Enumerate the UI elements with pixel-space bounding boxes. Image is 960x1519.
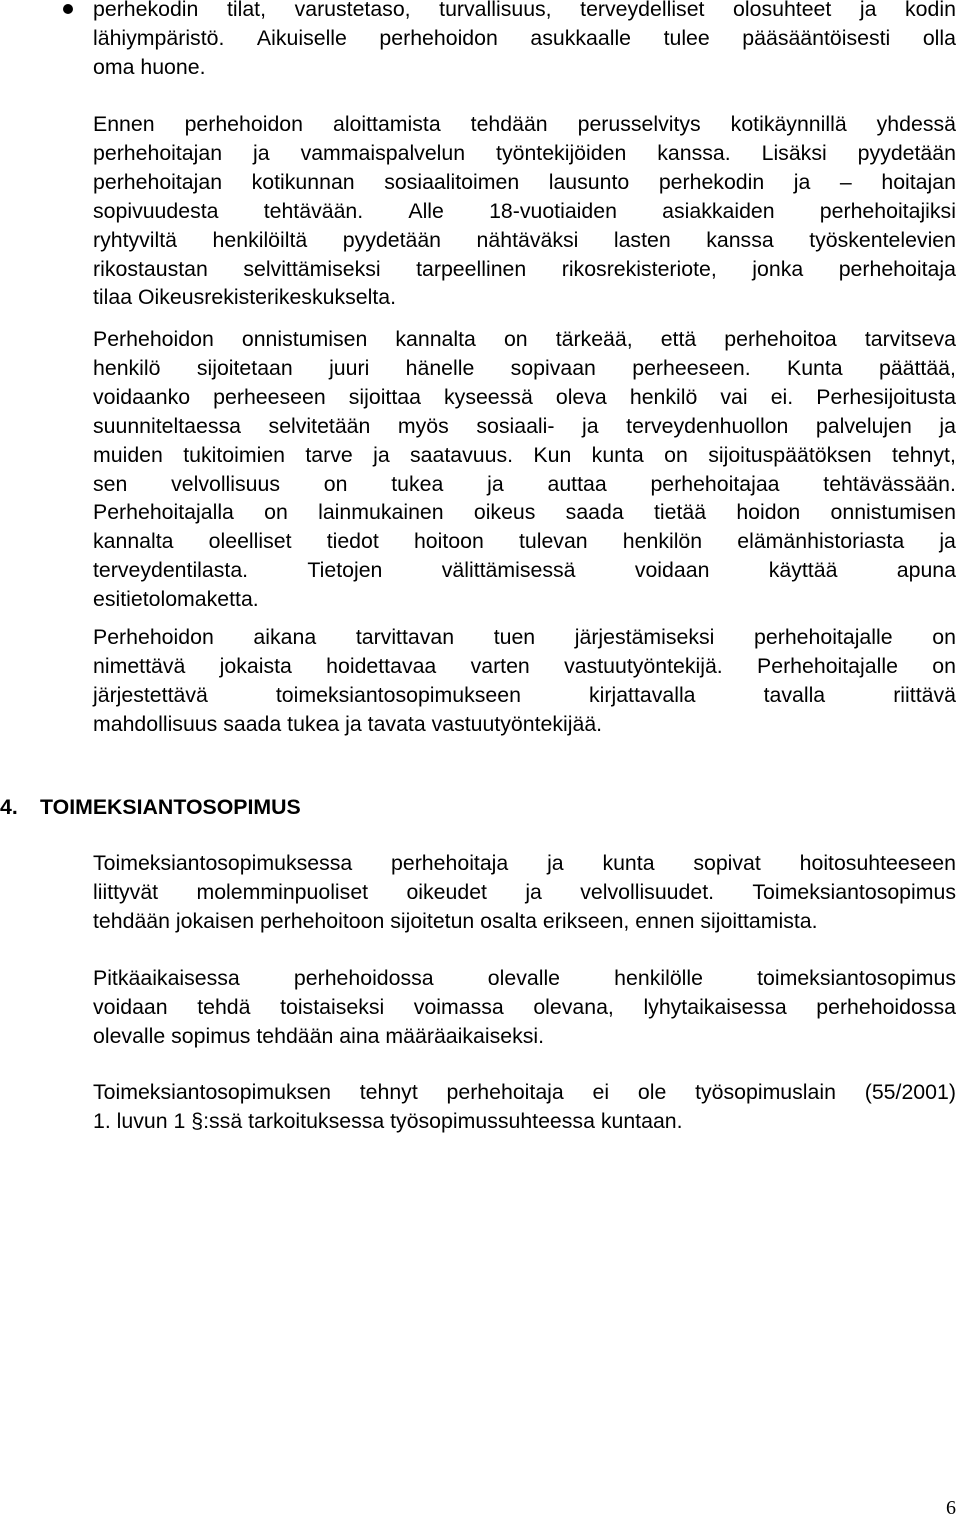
word: rikosrekisteriote, xyxy=(561,256,717,281)
word: vastuutyöntekijä. xyxy=(564,653,723,678)
word: molemminpuoliset xyxy=(196,879,369,904)
word: onnistumisen xyxy=(830,500,956,525)
word: Perhehoitajalle xyxy=(757,653,898,678)
word: tehdään xyxy=(470,112,548,136)
word: toimeksiantosopimukseen xyxy=(275,682,521,707)
word: jokaista xyxy=(219,653,292,678)
word: perhehoitaja xyxy=(446,1080,564,1104)
word: tehtävässään. xyxy=(823,471,956,496)
page-number: 6 xyxy=(946,1497,956,1519)
word: perhehoitajiksi xyxy=(819,198,956,223)
word: perhehoitajaa xyxy=(650,471,780,496)
word: sijoittaa xyxy=(348,384,421,409)
word: perhehoidossa xyxy=(293,966,434,990)
word: elämänhistoriasta xyxy=(737,529,905,554)
word: ryhtyviltä xyxy=(93,227,178,252)
word: vai xyxy=(720,384,748,409)
word: työntekijöiden xyxy=(496,140,627,165)
word: muiden xyxy=(93,442,163,467)
word: varten xyxy=(470,653,530,678)
word: palvelujen xyxy=(815,413,912,438)
word: Lisäksi xyxy=(761,140,827,165)
word: lyhytaikaisessa xyxy=(643,994,787,1019)
word: Aikuiselle xyxy=(256,25,347,50)
text-line xyxy=(93,325,956,354)
text-line xyxy=(93,24,956,53)
word: nähtäväksi xyxy=(476,227,579,252)
text-line xyxy=(93,681,956,710)
word: perhehoitoa xyxy=(724,327,837,351)
word: lainmukainen xyxy=(318,500,444,525)
word: perhehoidossa xyxy=(816,994,956,1019)
word: terveydentilasta. xyxy=(93,558,249,583)
word: tehnyt xyxy=(359,1080,418,1104)
paragraph-pitkaaikainen xyxy=(93,964,956,1051)
word: järjestämiseksi xyxy=(574,625,715,649)
word: ei. xyxy=(770,384,794,409)
word: kannalta xyxy=(395,327,476,351)
paragraph-onnistuminen xyxy=(93,325,956,614)
word: rikostaustan xyxy=(93,256,208,281)
word: sopivuudesta xyxy=(93,198,219,223)
word: perhehoidon xyxy=(184,112,303,136)
section-heading xyxy=(0,793,301,821)
word: on xyxy=(323,471,348,496)
word: perhehoitajan xyxy=(93,169,223,194)
word: sosiaalitoimen xyxy=(384,169,520,194)
word: olevalle xyxy=(487,966,561,990)
word: kannalta xyxy=(93,529,174,554)
paragraph-tuki xyxy=(93,623,956,739)
word: jonka xyxy=(752,256,804,281)
text-line xyxy=(93,0,956,24)
text-line xyxy=(93,226,956,255)
word: toistaiseksi xyxy=(280,994,385,1019)
word: aloittamista xyxy=(332,112,441,136)
word: kanssa. xyxy=(657,140,731,165)
word: Perhehoidon xyxy=(93,625,214,649)
word: voimassa xyxy=(413,994,504,1019)
section-number: 4. xyxy=(0,795,18,819)
word: on xyxy=(503,327,528,351)
word: järjestettävä xyxy=(93,682,208,707)
word: on xyxy=(932,625,956,649)
text-line xyxy=(93,993,956,1022)
text-line: esitietolomaketta. xyxy=(93,587,259,612)
word: Perhehoitajalla xyxy=(93,500,234,525)
word: lasten xyxy=(613,227,671,252)
word: onnistumisen xyxy=(241,327,368,351)
word: varustetaso, xyxy=(294,0,411,21)
word: hänelle xyxy=(405,355,475,380)
bullet-text xyxy=(93,0,956,82)
word: – xyxy=(839,169,852,194)
word: oleva xyxy=(555,384,607,409)
word: ja xyxy=(253,140,270,165)
word: henkilöiltä xyxy=(212,227,308,252)
word: ja xyxy=(373,442,390,467)
word: sopivat xyxy=(693,851,761,875)
word: ei xyxy=(592,1080,610,1104)
word: perusselvitys xyxy=(577,112,701,136)
word: tehdä xyxy=(197,994,251,1019)
word: työsopimuslain xyxy=(695,1080,836,1104)
word: henkilö xyxy=(93,355,161,380)
word: kirjattavalla xyxy=(589,682,696,707)
word: perhekodin xyxy=(93,0,199,21)
word: saada xyxy=(565,500,624,525)
word: perhehoitajan xyxy=(93,140,223,165)
word: henkilö xyxy=(629,384,698,409)
word: Toimeksiantosopimuksen xyxy=(93,1080,331,1104)
word: tulevan xyxy=(518,529,588,554)
word: Toimeksiantosopimus xyxy=(752,879,956,904)
word: Toimeksiantosopimuksessa xyxy=(93,851,353,875)
word: sosiaali- xyxy=(476,413,555,438)
word: että xyxy=(660,327,697,351)
paragraph-toimeksianto xyxy=(93,849,956,936)
text-line xyxy=(93,527,956,556)
word: oleelliset xyxy=(208,529,292,554)
word: ja xyxy=(793,169,811,194)
word: tilat, xyxy=(226,0,267,21)
text-line: tehdään jokaisen perhehoitoon sijoitetun osalta erikseen, ennen sijoittamista. xyxy=(93,908,818,933)
word: (55/2001) xyxy=(864,1080,956,1104)
word: perhehoitaja xyxy=(838,256,956,281)
word: lähiympäristö. xyxy=(93,25,225,50)
text-line xyxy=(93,197,956,226)
word: ja xyxy=(525,879,542,904)
word: tehnyt, xyxy=(891,442,956,467)
word: oikeudet xyxy=(406,879,487,904)
word: perhehoidon xyxy=(379,25,498,50)
word: kunta xyxy=(591,442,644,467)
word: hoitoon xyxy=(413,529,484,554)
word: tarve xyxy=(305,442,353,467)
word: nimettävä xyxy=(93,653,186,678)
word: sopivaan xyxy=(510,355,596,380)
text-line xyxy=(93,878,956,907)
word: kyseessä xyxy=(444,384,533,409)
text-line xyxy=(93,354,956,383)
word: apuna xyxy=(896,558,956,583)
word: saatavuus. xyxy=(410,442,514,467)
word: kunta xyxy=(602,851,655,875)
word: on xyxy=(932,653,956,678)
word: Pitkäaikaisessa xyxy=(93,966,240,990)
bullet-icon xyxy=(63,4,73,14)
word: olla xyxy=(922,25,956,50)
word: juuri xyxy=(329,355,370,380)
word: perhekodin xyxy=(658,169,765,194)
word: 18-vuotiaiden xyxy=(489,198,617,223)
text-line xyxy=(93,255,956,284)
word: perheeseen xyxy=(213,384,326,409)
word: perheeseen. xyxy=(632,355,751,380)
word: yhdessä xyxy=(876,112,956,136)
word: vammaispalvelun xyxy=(300,140,466,165)
word: ja xyxy=(939,413,956,438)
word: riittävä xyxy=(893,682,956,707)
text-line xyxy=(93,110,956,139)
text-line: mahdollisuus saada tukea ja tavata vastuutyöntekijää. xyxy=(93,711,603,736)
word: aikana xyxy=(253,625,317,649)
text-line xyxy=(93,383,956,412)
word: selvitetään xyxy=(268,413,371,438)
word: on xyxy=(264,500,288,525)
word: hoitosuhteeseen xyxy=(799,851,956,875)
paragraph-perusselvitys xyxy=(93,110,956,312)
word: sijoituspäätöksen xyxy=(708,442,872,467)
text-line xyxy=(93,470,956,499)
word: tukea xyxy=(391,471,444,496)
text-line xyxy=(93,556,956,585)
text-line xyxy=(93,964,956,993)
text-line xyxy=(93,441,956,470)
word: käyttää xyxy=(768,558,838,583)
word: liittyvät xyxy=(93,879,159,904)
word: olevana, xyxy=(533,994,614,1019)
word: perhehoitajalle xyxy=(754,625,893,649)
word: velvollisuudet. xyxy=(580,879,715,904)
word: tarvitseva xyxy=(864,327,956,351)
word: Ennen xyxy=(93,112,155,136)
section-title: TOIMEKSIANTOSOPIMUS xyxy=(40,795,301,819)
word: pyydetään xyxy=(342,227,442,252)
text-line xyxy=(93,849,956,878)
word: päättää, xyxy=(878,355,956,380)
word: välittämisessä xyxy=(441,558,576,583)
word: Tietojen xyxy=(307,558,383,583)
text-line: 1. luvun 1 §:ssä tarkoituksessa työsopimussuhteessa kuntaan. xyxy=(93,1108,683,1133)
word: tiedot xyxy=(326,529,379,554)
word: turvallisuus, xyxy=(439,0,552,21)
word: suunniteltaessa xyxy=(93,413,241,438)
word: on xyxy=(664,442,688,467)
word: kotikunnan xyxy=(251,169,355,194)
word: kotikäynnillä xyxy=(730,112,847,136)
word: ja xyxy=(487,471,504,496)
word: voidaan xyxy=(634,558,710,583)
word: oikeus xyxy=(473,500,536,525)
word: ja xyxy=(547,851,564,875)
word: voidaan xyxy=(93,994,168,1019)
word: ole xyxy=(637,1080,667,1104)
word: hoidon xyxy=(736,500,801,525)
word: olosuhteet xyxy=(733,0,832,21)
word: tulee xyxy=(663,25,710,50)
text-line: oma huone. xyxy=(93,54,206,79)
text-line xyxy=(93,168,956,197)
word: terveydelliset xyxy=(580,0,705,21)
word: työskentelevien xyxy=(809,227,956,252)
word: sijoitetaan xyxy=(196,355,293,380)
text-line xyxy=(93,412,956,441)
text-line: tilaa Oikeusrekisterikeskukselta. xyxy=(93,285,397,310)
word: tarpeellinen xyxy=(416,256,527,281)
word: hoitajan xyxy=(881,169,956,194)
text-line xyxy=(93,498,956,527)
word: pääsääntöisesti xyxy=(742,25,891,50)
word: Alle xyxy=(408,198,444,223)
word: toimeksiantosopimus xyxy=(757,966,956,990)
word: Perhehoidon xyxy=(93,327,214,351)
word: lausunto xyxy=(548,169,630,194)
word: hoidettavaa xyxy=(326,653,437,678)
word: tehtävään. xyxy=(263,198,364,223)
word: terveydenhuollon xyxy=(626,413,789,438)
word: auttaa xyxy=(547,471,607,496)
word: tärkeää, xyxy=(555,327,633,351)
word: henkilön xyxy=(622,529,703,554)
word: henkilölle xyxy=(614,966,703,990)
word: sen xyxy=(93,471,128,496)
word: Kunta xyxy=(786,355,843,380)
word: tukitoimien xyxy=(183,442,286,467)
word: Perhesijoitusta xyxy=(816,384,956,409)
word: ja xyxy=(582,413,599,438)
word: kanssa xyxy=(706,227,774,252)
word: perhehoitaja xyxy=(391,851,509,875)
word: Kun xyxy=(533,442,572,467)
word: tietää xyxy=(653,500,707,525)
word: asiakkaiden xyxy=(662,198,775,223)
text-line xyxy=(93,623,956,652)
text-line xyxy=(93,1078,956,1107)
word: ja xyxy=(859,0,877,21)
text-line: olevalle sopimus tehdään aina määräaikaiseksi. xyxy=(93,1023,545,1048)
word: asukkaalle xyxy=(530,25,632,50)
word: velvollisuus xyxy=(171,471,281,496)
word: tarvittavan xyxy=(355,625,455,649)
word: selvittämiseksi xyxy=(243,256,381,281)
word: tavalla xyxy=(763,682,826,707)
word: voidaanko xyxy=(93,384,191,409)
word: myös xyxy=(397,413,449,438)
paragraph-tyosopimuslaki xyxy=(93,1078,956,1136)
word: ja xyxy=(939,529,956,554)
word: pyydetään xyxy=(857,140,956,165)
word: kodin xyxy=(905,0,956,21)
text-line xyxy=(93,139,956,168)
text-line xyxy=(93,652,956,681)
word: tuen xyxy=(493,625,536,649)
